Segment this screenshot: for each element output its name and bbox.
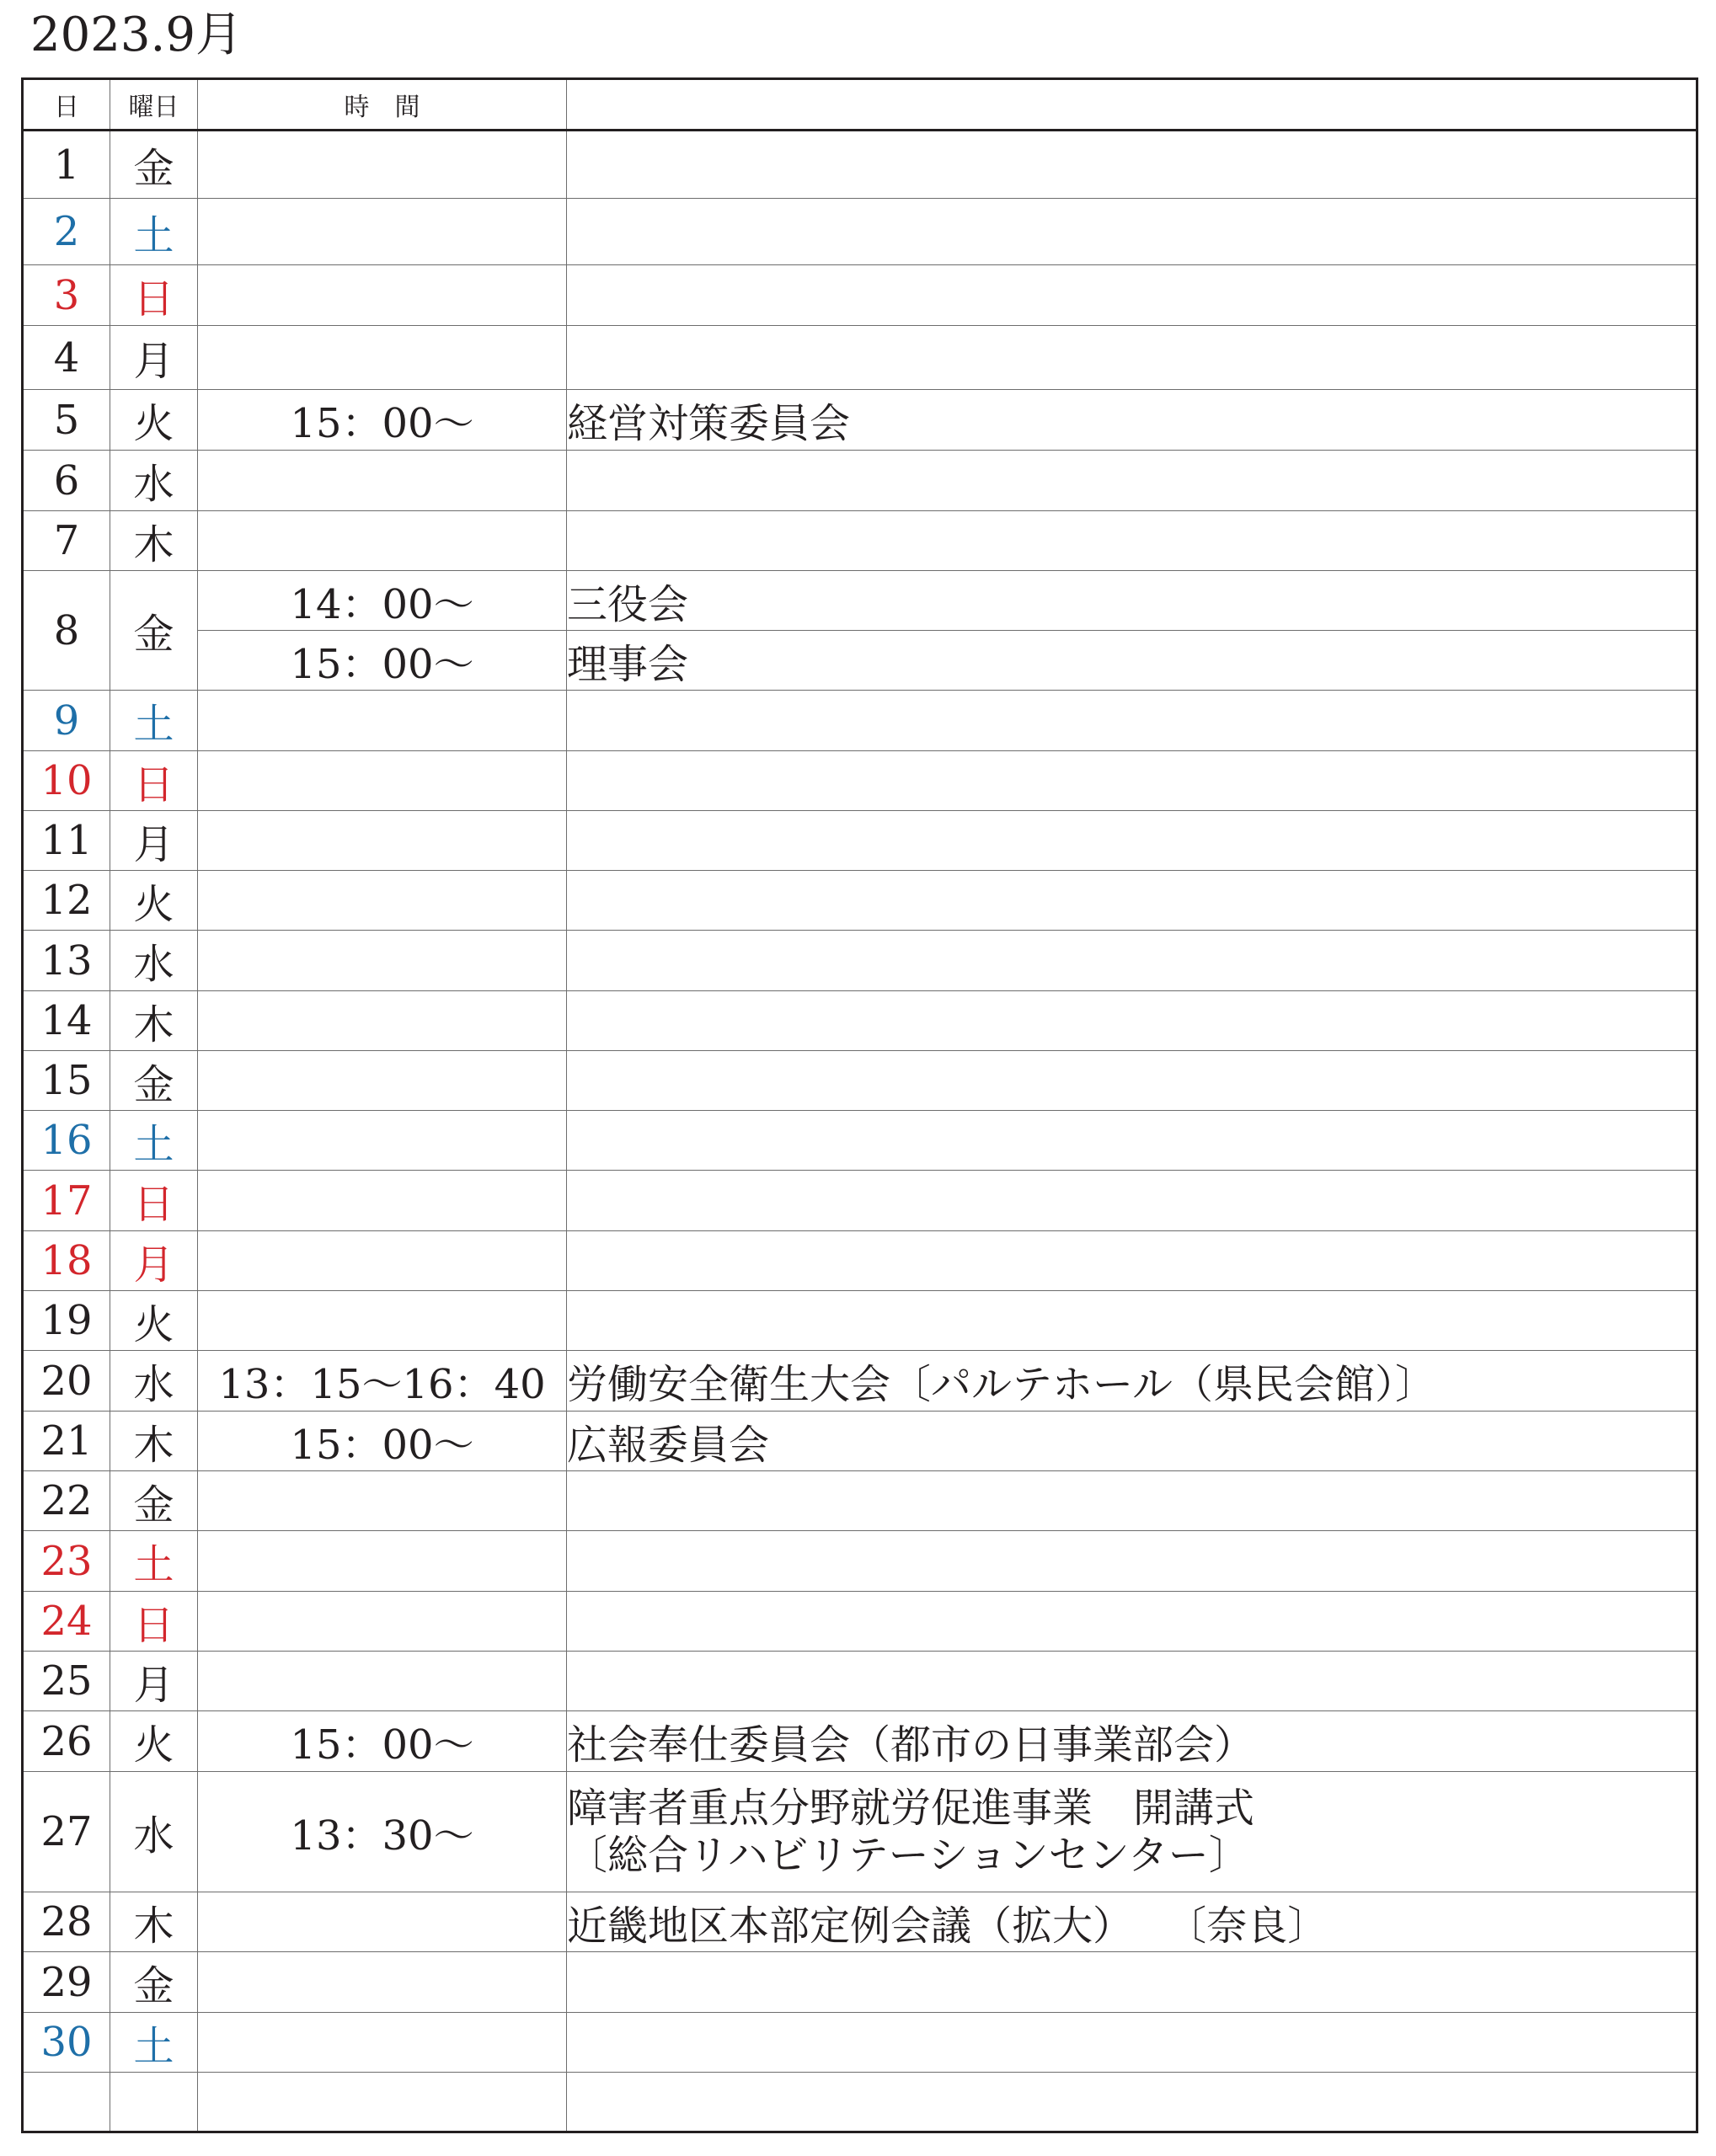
time-cell: 13：15～16：40 bbox=[198, 1351, 567, 1412]
day-cell: 1 bbox=[23, 131, 110, 199]
time-cell bbox=[198, 131, 567, 199]
event-cell: 経営対策委員会 bbox=[567, 390, 1697, 451]
event-cell bbox=[567, 131, 1697, 199]
time-cell bbox=[198, 1952, 567, 2013]
time-cell: 15：00～ bbox=[198, 1711, 567, 1772]
table-row bbox=[23, 1772, 1697, 1892]
table-row bbox=[23, 131, 1697, 199]
time-cell bbox=[198, 511, 567, 571]
day-cell: 22 bbox=[23, 1471, 110, 1531]
header-event bbox=[567, 79, 1697, 131]
weekday-cell: 日 bbox=[110, 1592, 198, 1652]
table-row bbox=[23, 1471, 1697, 1531]
time-cell bbox=[198, 199, 567, 265]
time-cell bbox=[198, 1111, 567, 1171]
day-cell: 7 bbox=[23, 511, 110, 571]
event-cell bbox=[567, 691, 1697, 751]
day-cell: 30 bbox=[23, 2013, 110, 2073]
event-cell bbox=[567, 931, 1697, 991]
day-cell: 3 bbox=[23, 265, 110, 326]
day-cell: 27 bbox=[23, 1772, 110, 1892]
weekday-cell bbox=[110, 2073, 198, 2132]
weekday-cell: 木 bbox=[110, 991, 198, 1051]
event-cell bbox=[567, 199, 1697, 265]
weekday-cell: 日 bbox=[110, 1171, 198, 1231]
day-cell: 6 bbox=[23, 451, 110, 511]
day-cell: 24 bbox=[23, 1592, 110, 1652]
weekday-cell: 木 bbox=[110, 1412, 198, 1471]
day-cell: 12 bbox=[23, 871, 110, 931]
header-time: 時 間 bbox=[198, 79, 567, 131]
weekday-cell: 土 bbox=[110, 1531, 198, 1592]
time-cell bbox=[198, 1892, 567, 1952]
event-cell: 広報委員会 bbox=[567, 1412, 1697, 1471]
weekday-cell: 水 bbox=[110, 451, 198, 511]
table-row bbox=[23, 751, 1697, 811]
header-row bbox=[23, 79, 1697, 131]
time-cell bbox=[198, 751, 567, 811]
table-row bbox=[23, 571, 1697, 631]
table-row bbox=[23, 631, 1697, 691]
table-row bbox=[23, 2013, 1697, 2073]
time-cell bbox=[198, 1471, 567, 1531]
table-row bbox=[23, 1171, 1697, 1231]
day-cell: 13 bbox=[23, 931, 110, 991]
weekday-cell: 土 bbox=[110, 691, 198, 751]
event-cell bbox=[567, 1471, 1697, 1531]
weekday-cell: 土 bbox=[110, 1111, 198, 1171]
table-row bbox=[23, 1592, 1697, 1652]
event-cell: 三役会 bbox=[567, 571, 1697, 631]
weekday-cell: 火 bbox=[110, 1711, 198, 1772]
time-cell: 15：00～ bbox=[198, 631, 567, 691]
day-cell: 2 bbox=[23, 199, 110, 265]
day-cell: 20 bbox=[23, 1351, 110, 1412]
table-row bbox=[23, 2073, 1697, 2132]
time-cell: 13：30～ bbox=[198, 1772, 567, 1892]
day-cell bbox=[23, 2073, 110, 2132]
event-cell bbox=[567, 991, 1697, 1051]
event-cell bbox=[567, 1051, 1697, 1111]
time-cell bbox=[198, 2013, 567, 2073]
event-cell: 労働安全衛生大会〔パルテホール（県民会館）〕 bbox=[567, 1351, 1697, 1412]
weekday-cell: 水 bbox=[110, 931, 198, 991]
event-cell: 社会奉仕委員会（都市の日事業部会） bbox=[567, 1711, 1697, 1772]
event-cell bbox=[567, 451, 1697, 511]
day-cell: 21 bbox=[23, 1412, 110, 1471]
weekday-cell: 日 bbox=[110, 265, 198, 326]
day-cell: 8 bbox=[23, 571, 110, 691]
weekday-cell: 木 bbox=[110, 511, 198, 571]
table-row bbox=[23, 451, 1697, 511]
time-cell bbox=[198, 1051, 567, 1111]
time-cell bbox=[198, 811, 567, 871]
event-cell bbox=[567, 326, 1697, 390]
event-cell bbox=[567, 871, 1697, 931]
time-cell bbox=[198, 451, 567, 511]
page-title: 2023.9月 bbox=[30, 8, 243, 62]
time-cell bbox=[198, 991, 567, 1051]
event-line: 〔総合リハビリテーションセンター〕 bbox=[567, 1832, 1249, 1879]
event-line: 障害者重点分野就労促進事業 開講式 bbox=[567, 1785, 1255, 1832]
day-cell: 9 bbox=[23, 691, 110, 751]
table-row bbox=[23, 691, 1697, 751]
event-cell bbox=[567, 511, 1697, 571]
event-cell bbox=[567, 1652, 1697, 1711]
weekday-cell: 土 bbox=[110, 199, 198, 265]
table-row bbox=[23, 265, 1697, 326]
weekday-cell: 火 bbox=[110, 1291, 198, 1351]
time-cell: 15：00～ bbox=[198, 1412, 567, 1471]
table-row bbox=[23, 390, 1697, 451]
day-cell: 10 bbox=[23, 751, 110, 811]
day-cell: 25 bbox=[23, 1652, 110, 1711]
weekday-cell: 火 bbox=[110, 390, 198, 451]
day-cell: 18 bbox=[23, 1231, 110, 1291]
event-cell bbox=[567, 1231, 1697, 1291]
event-cell bbox=[567, 1772, 1697, 1892]
header-day: 日 bbox=[23, 79, 110, 131]
time-cell bbox=[198, 1291, 567, 1351]
weekday-cell: 金 bbox=[110, 131, 198, 199]
event-cell: 理事会 bbox=[567, 631, 1697, 691]
event-cell bbox=[567, 2073, 1697, 2132]
weekday-cell: 金 bbox=[110, 1952, 198, 2013]
time-cell bbox=[198, 265, 567, 326]
day-cell: 28 bbox=[23, 1892, 110, 1952]
table-row bbox=[23, 1111, 1697, 1171]
day-cell: 26 bbox=[23, 1711, 110, 1772]
table-row bbox=[23, 811, 1697, 871]
day-cell: 17 bbox=[23, 1171, 110, 1231]
time-cell bbox=[198, 1231, 567, 1291]
weekday-cell: 金 bbox=[110, 1471, 198, 1531]
table-row bbox=[23, 871, 1697, 931]
day-cell: 5 bbox=[23, 390, 110, 451]
table-row bbox=[23, 1051, 1697, 1111]
day-cell: 15 bbox=[23, 1051, 110, 1111]
day-cell: 14 bbox=[23, 991, 110, 1051]
event-cell bbox=[567, 811, 1697, 871]
weekday-cell: 月 bbox=[110, 326, 198, 390]
table-row bbox=[23, 1531, 1697, 1592]
event-cell bbox=[567, 751, 1697, 811]
time-cell bbox=[198, 931, 567, 991]
weekday-cell: 日 bbox=[110, 751, 198, 811]
time-cell bbox=[198, 691, 567, 751]
weekday-cell: 水 bbox=[110, 1351, 198, 1412]
day-cell: 11 bbox=[23, 811, 110, 871]
day-cell: 16 bbox=[23, 1111, 110, 1171]
table-row bbox=[23, 1952, 1697, 2013]
table-row bbox=[23, 1892, 1697, 1952]
event-cell bbox=[567, 1291, 1697, 1351]
event-cell bbox=[567, 1111, 1697, 1171]
day-cell: 23 bbox=[23, 1531, 110, 1592]
day-cell: 29 bbox=[23, 1952, 110, 2013]
event-cell bbox=[567, 1531, 1697, 1592]
event-cell bbox=[567, 1952, 1697, 2013]
weekday-cell: 金 bbox=[110, 1051, 198, 1111]
table-row bbox=[23, 1231, 1697, 1291]
time-cell bbox=[198, 1652, 567, 1711]
weekday-cell: 火 bbox=[110, 871, 198, 931]
table-row bbox=[23, 326, 1697, 390]
table-row bbox=[23, 1711, 1697, 1772]
table-row bbox=[23, 1412, 1697, 1471]
table-row bbox=[23, 1291, 1697, 1351]
weekday-cell: 土 bbox=[110, 2013, 198, 2073]
table-row bbox=[23, 931, 1697, 991]
time-cell bbox=[198, 1531, 567, 1592]
header-weekday: 曜日 bbox=[110, 79, 198, 131]
weekday-cell: 金 bbox=[110, 571, 198, 691]
event-cell bbox=[567, 2013, 1697, 2073]
time-cell bbox=[198, 2073, 567, 2132]
weekday-cell: 月 bbox=[110, 1652, 198, 1711]
table-row bbox=[23, 1351, 1697, 1412]
event-cell bbox=[567, 1171, 1697, 1231]
time-cell: 15：00～ bbox=[198, 390, 567, 451]
table-row bbox=[23, 199, 1697, 265]
event-cell bbox=[567, 265, 1697, 326]
weekday-cell: 月 bbox=[110, 1231, 198, 1291]
table-row bbox=[23, 511, 1697, 571]
time-cell bbox=[198, 1592, 567, 1652]
time-cell bbox=[198, 871, 567, 931]
schedule-table bbox=[21, 77, 1698, 2133]
event-cell bbox=[567, 1592, 1697, 1652]
weekday-cell: 木 bbox=[110, 1892, 198, 1952]
time-cell bbox=[198, 326, 567, 390]
table-row bbox=[23, 1652, 1697, 1711]
weekday-cell: 水 bbox=[110, 1772, 198, 1892]
day-cell: 19 bbox=[23, 1291, 110, 1351]
time-cell bbox=[198, 1171, 567, 1231]
weekday-cell: 月 bbox=[110, 811, 198, 871]
time-cell: 14：00～ bbox=[198, 571, 567, 631]
day-cell: 4 bbox=[23, 326, 110, 390]
table-row bbox=[23, 991, 1697, 1051]
event-cell: 近畿地区本部定例会議（拡大） 〔奈良〕 bbox=[567, 1892, 1697, 1952]
